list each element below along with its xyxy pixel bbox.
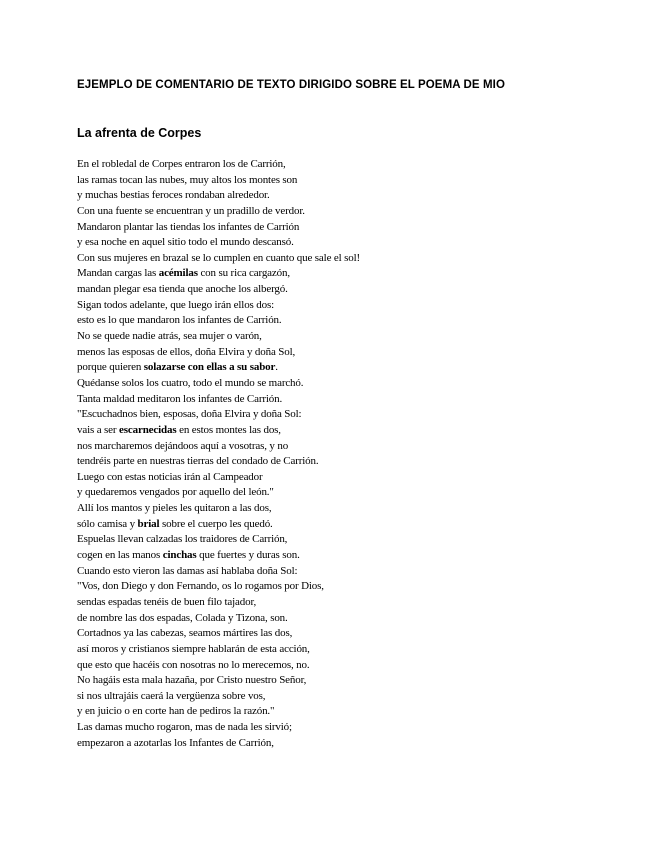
poem-line — [77, 439, 637, 455]
poem-text-segment: si nos ultrajáis caerá la vergüenza sobre vos, — [77, 689, 266, 702]
poem-text-segment: En el robledal de Corpes entraron los de Carrión, — [77, 158, 286, 170]
poem-line — [77, 720, 637, 736]
poem-text-segment: No se quede nadie atrás, sea mujer o varón, — [77, 330, 262, 343]
poem-text-segment: Con sus mujeres en brazal se lo cumplen en cuanto que sale el sol! — [77, 251, 361, 264]
poem-text-segment: que esto que hacéis con nosotras no lo merecemos, no. — [77, 658, 310, 671]
poem-line — [77, 329, 637, 345]
poem-text-segment: de nombre las dos espadas, Colada y Tizona, son. — [77, 611, 288, 624]
poem-text-segment: Con una fuente se encuentran y un pradillo de verdor. — [77, 204, 305, 217]
poem-line — [77, 360, 637, 376]
poem-line — [77, 579, 637, 595]
poem-text-segment: tendréis parte en nuestras tierras del condado de Carrión. — [77, 455, 319, 468]
poem-text — [77, 157, 637, 751]
poem-bold-term: acémilas — [158, 267, 198, 280]
poem-line — [77, 235, 637, 251]
poem-line — [77, 220, 637, 236]
poem-text-segment: "Vos, don Diego y don Fernando, os lo rogamos por Dios, — [77, 580, 324, 593]
poem-text-segment: que fuertes y duras son. — [196, 549, 300, 562]
poem-text-segment: Cortadnos ya las cabezas, seamos mártires las dos, — [77, 627, 293, 640]
poem-text-segment: Sigan todos adelante, que luego irán ellos dos: — [77, 298, 275, 311]
poem-line — [77, 736, 637, 752]
poem-text-segment: empezaron a azotarlas los Infantes de Carrión, — [77, 736, 274, 749]
poem-text-segment: las ramas tocan las nubes, muy altos los montes son — [77, 173, 298, 186]
poem-text-segment: No hagáis esta mala hazaña, por Cristo nuestro Señor, — [77, 674, 307, 687]
poem-line — [77, 173, 637, 189]
poem-text-segment: así moros y cristianos siempre hablarán de esta acción, — [77, 642, 310, 655]
poem-text-segment: Mandaron plantar las tiendas los infantes de Carrión — [77, 220, 300, 233]
poem-line — [77, 611, 637, 627]
poem-line — [77, 532, 637, 548]
poem-text-segment: con su rica cargazón, — [197, 267, 290, 280]
poem-line — [77, 313, 637, 329]
poem-line — [77, 423, 637, 439]
poem-line — [77, 407, 637, 423]
poem-text-segment: y quedaremos vengados por aquello del león." — [77, 486, 274, 499]
section-title: La afrenta de Corpes — [77, 126, 202, 140]
poem-text-segment: sólo camisa y — [77, 517, 138, 530]
poem-line — [77, 485, 637, 501]
poem-line — [77, 642, 637, 658]
poem-bold-term: escarnecidas — [119, 423, 177, 436]
poem-line — [77, 266, 637, 282]
poem-text-segment: nos marcharemos dejándoos aquí a vosotras, y no — [77, 439, 289, 452]
poem-bold-term: solazarse con ellas a su sabor — [143, 361, 276, 374]
poem-line — [77, 392, 637, 408]
poem-text-segment: Espuelas llevan calzadas los traidores de Carrión, — [77, 533, 288, 546]
poem-text-segment: y esa noche en aquel sitio todo el mundo descansó. — [77, 236, 294, 249]
poem-line — [77, 595, 637, 611]
poem-text-segment: esto es lo que mandaron los infantes de Carrión. — [77, 314, 282, 327]
poem-text-segment: y en juicio o en corte han de pediros la razón." — [77, 705, 275, 718]
poem-text-segment: Las damas mucho rogaron, mas de nada les sirvió; — [77, 721, 292, 734]
poem-text-segment: . — [275, 361, 278, 374]
poem-text-segment: Allí los mantos y pieles les quitaron a las dos, — [77, 502, 272, 515]
poem-line — [77, 454, 637, 470]
poem-text-segment: sobre el cuerpo les quedó. — [159, 517, 273, 530]
poem-line — [77, 376, 637, 392]
poem-line — [77, 298, 637, 314]
poem-line — [77, 251, 637, 267]
poem-text-segment: Mandan cargas las — [77, 267, 159, 280]
poem-line — [77, 188, 637, 204]
poem-line — [77, 517, 637, 533]
document-title: EJEMPLO DE COMENTARIO DE TEXTO DIRIGIDO SOBRE EL POEMA DE MIO — [77, 79, 506, 91]
poem-line — [77, 345, 637, 361]
poem-line — [77, 658, 637, 674]
poem-line — [77, 282, 637, 298]
poem-text-segment: Tanta maldad meditaron los infantes de Carrión. — [77, 392, 283, 405]
poem-text-segment: Luego con estas noticias irán al Campeador — [77, 470, 263, 483]
poem-text-segment: menos las esposas de ellos, doña Elvira y doña Sol, — [77, 345, 296, 358]
poem-line — [77, 157, 637, 173]
poem-text-segment: Quédanse solos los cuatro, todo el mundo se marchó. — [77, 376, 304, 389]
poem-bold-term: cinchas — [162, 549, 197, 562]
poem-line — [77, 704, 637, 720]
poem-text-segment: "Escuchadnos bien, esposas, doña Elvira y doña Sol: — [77, 408, 302, 421]
poem-text-segment: Cuando esto vieron las damas así hablaba doña Sol: — [77, 564, 298, 577]
poem-text-segment: porque quieren — [77, 361, 144, 374]
poem-bold-term: brial — [137, 517, 160, 530]
poem-text-segment: vais a ser — [77, 423, 120, 436]
poem-text-segment: cogen en las manos — [77, 549, 163, 562]
poem-line — [77, 626, 637, 642]
poem-text-segment: sendas espadas tenéis de buen filo tajador, — [77, 595, 257, 608]
poem-line — [77, 564, 637, 580]
poem-line — [77, 548, 637, 564]
poem-line — [77, 689, 637, 705]
poem-line — [77, 204, 637, 220]
poem-text-segment: en estos montes las dos, — [176, 423, 281, 436]
poem-text-segment: y muchas bestias feroces rondaban alrededor. — [77, 189, 270, 202]
poem-line — [77, 470, 637, 486]
poem-line — [77, 673, 637, 689]
poem-line — [77, 501, 637, 517]
poem-text-segment: mandan plegar esa tienda que anoche los albergó. — [77, 283, 288, 296]
